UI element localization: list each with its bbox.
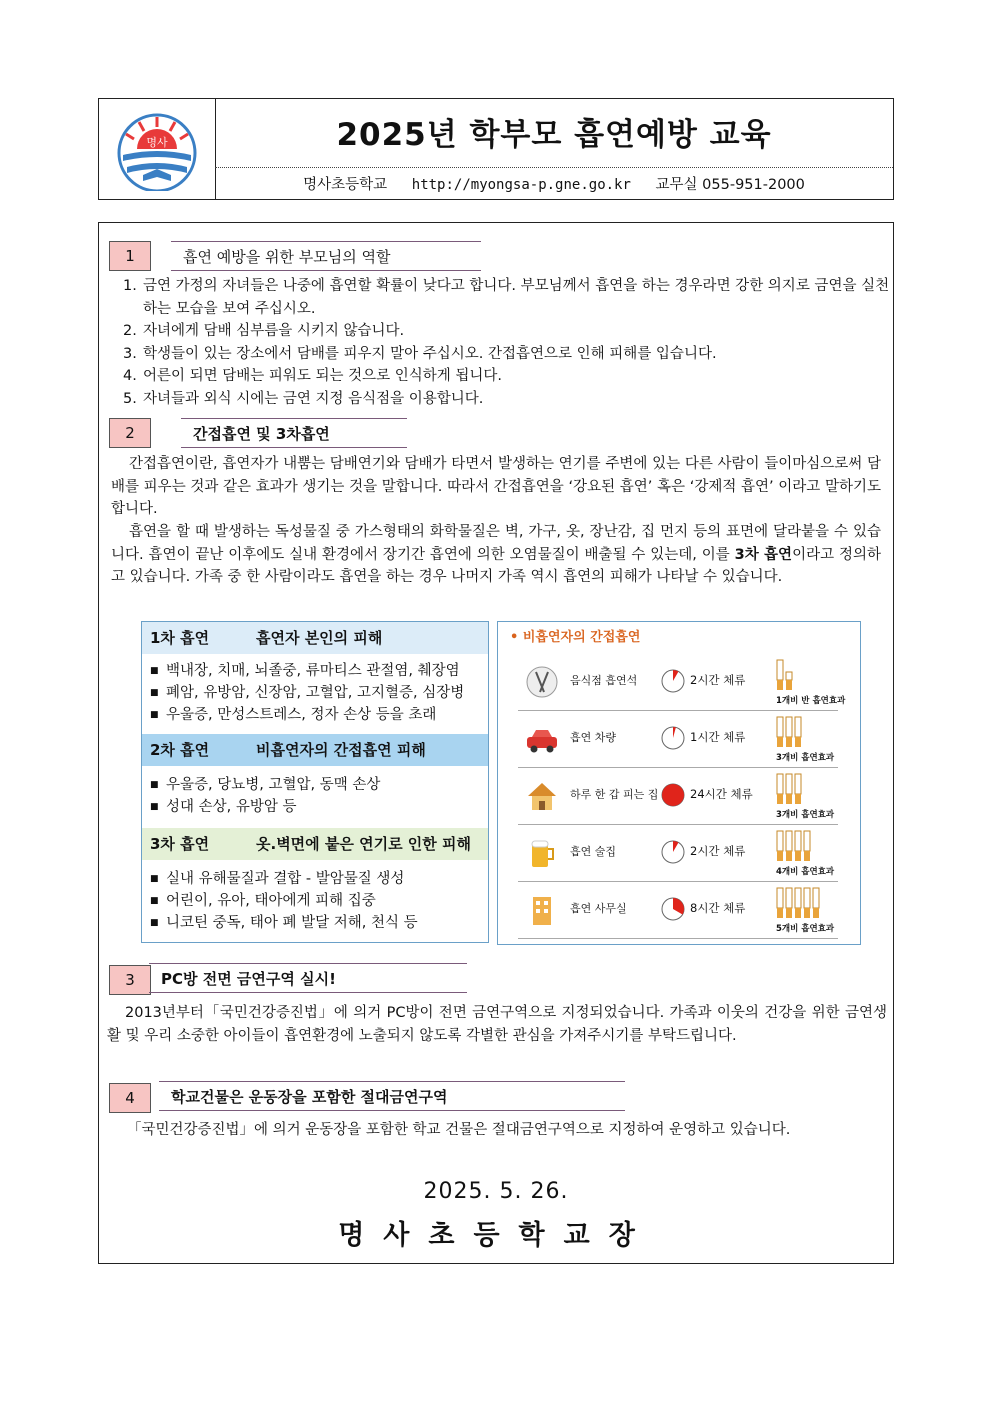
section-2-number: 2 (109, 418, 151, 448)
cigarette-filter (786, 851, 792, 861)
cigarette (795, 888, 801, 908)
cigarettes-icon (776, 658, 796, 692)
section-4-number: 4 (109, 1083, 151, 1113)
first-hand-effects (150, 660, 488, 726)
exposure-hours: 2시간 체류 (690, 673, 746, 687)
list-item: ■ 우울증, 당뇨병, 고혈압, 동맥 손상 (150, 774, 488, 796)
cigarette (786, 831, 792, 851)
cigarette-filter (786, 794, 792, 804)
cigarette (777, 717, 783, 737)
cigarette-filter (795, 851, 801, 861)
third-hand-effects (150, 868, 488, 934)
clock-icon (660, 782, 686, 808)
principal-signature: 명사초등학교장 (338, 1220, 654, 1251)
section-4-title: 학교건물은 운동장을 포함한 절대금연구역 (159, 1081, 625, 1111)
infographic-row (518, 882, 838, 939)
cigarette-filter (777, 794, 783, 804)
restaurant-icon (524, 664, 560, 700)
smoking-effect-label: 3개비 흡연효과 (776, 753, 835, 763)
place-label: 음식점 흡연석 (570, 674, 638, 687)
second-hand-effects (150, 774, 488, 818)
title-divider (215, 167, 893, 168)
list-item: ■ 폐암, 유방암, 신장암, 고혈압, 고지혈증, 심장병 (150, 682, 488, 704)
exposure-wedge (662, 784, 684, 806)
cigarette (804, 831, 810, 851)
list-item: 3. 학생들이 있는 장소에서 담배를 피우지 말아 주십시오. 간접흡연으로 인해 피해를 입습니다. (123, 345, 717, 362)
infographic-title: • 비흡연자의 간접흡연 (510, 630, 641, 645)
exposure-hours: 8시간 체류 (690, 901, 746, 915)
cigarette-filter (804, 851, 810, 861)
section-3-paragraph: 2013년부터「국민건강증진법」에 의거 PC방이 전면 금연구역으로 지정되었습니다. 가족과 이웃의 건강을 위한 금연생활 및 우리 소중한 아이들이 흡연환경에 노출되지 않도록 각별한 관심을 가져주시기를 부탁드립니다. (107, 1005, 887, 1044)
clock-icon (660, 668, 686, 694)
cigarette-filter (786, 908, 792, 918)
exposure-hours: 2시간 체류 (690, 844, 746, 858)
section-2-paragraph-1: 간접흡연이란, 흡연자가 내뿜는 담배연기와 담배가 타면서 발생하는 연기를 주변에 있는 다른 사람이 들이마심으로써 담배를 피우는 것과 같은 효과가 생기는 것을 말합니다. 따라서 간접흡연을 ‘강요된 흡연’ 혹은 ‘강제적 흡연’ 이라고 말하기도 합니다. (111, 456, 881, 517)
smoking-effect-label: 3개비 흡연효과 (776, 810, 835, 820)
issue-date: 2025. 5. 26. (423, 1179, 569, 1204)
secondhand-smoke-infographic (497, 621, 861, 945)
cigarette (786, 888, 792, 908)
list-item: ■ 어린이, 유아, 태아에게 피해 집중 (150, 890, 488, 912)
logo-cell (99, 99, 216, 199)
smoking-types-table (141, 621, 489, 943)
school-info (215, 173, 893, 194)
header-box (98, 98, 894, 200)
car-icon (524, 721, 560, 757)
section-3-title: PC방 전면 금연구역 실시! (149, 963, 467, 993)
cigarette-filter (777, 680, 783, 690)
cigarette (795, 717, 801, 737)
section-4-paragraph: 「국민건강증진법」에 의거 운동장을 포함한 학교 건물은 절대금연구역으로 지정하여 운영하고 있습니다. (127, 1122, 791, 1138)
smoking-effect-label: 4개비 흡연효과 (776, 867, 835, 877)
cigarette (786, 774, 792, 794)
cigarettes-icon (776, 829, 814, 863)
list-item: 4. 어른이 되면 담배는 피워도 되는 것으로 인식하게 됩니다. (123, 368, 503, 384)
infographic-row (518, 711, 838, 768)
cigarette (795, 831, 801, 851)
cigarette-filter (795, 794, 801, 804)
cigarette-filter (813, 908, 819, 918)
cigarette-filter (786, 737, 792, 747)
cigarette-filter (795, 737, 801, 747)
list-item: 1. 금연 가정의 자녀들은 나중에 흡연할 확률이 낮다고 합니다. 부모님께서 흡연을 하는 경우라면 강한 의지로 금연을 실천하는 모습을 보여 주십시오. (123, 278, 890, 317)
house-icon (524, 778, 560, 814)
list-item: ■ 성대 손상, 유방암 등 (150, 796, 488, 818)
place-label: 흡연 차량 (570, 731, 617, 744)
office-phone: 교무실 055-951-2000 (655, 177, 805, 193)
cigarette (804, 888, 810, 908)
cigarette (777, 888, 783, 908)
list-item: ■ 니코틴 중독, 태아 폐 발달 저해, 천식 등 (150, 912, 488, 934)
smoking-effect-label: 1개비 반 흡연효과 (776, 696, 846, 706)
main-content-box (98, 222, 894, 1264)
svg-text:명사: 명사 (146, 136, 168, 149)
cigarette (795, 774, 801, 794)
list-item: ■ 백내장, 치매, 뇌졸중, 류마티스 관절염, 췌장염 (150, 660, 488, 682)
exposure-hours: 1시간 체류 (690, 730, 746, 744)
section-1-title: 흡연 예방을 위한 부모님의 역할 (171, 241, 481, 271)
cigarette (786, 672, 792, 680)
cigarette (786, 717, 792, 737)
infographic-row (518, 768, 838, 825)
smoking-effect-label: 5개비 흡연효과 (776, 924, 835, 934)
section-1-number: 1 (109, 241, 151, 271)
cigarette-filter (795, 908, 801, 918)
cigarette (813, 888, 819, 908)
beer-icon (524, 835, 560, 871)
cigarettes-icon (776, 715, 805, 749)
section-2-paragraph-2: 흡연을 할 때 발생하는 독성물질 중 가스형태의 화학물질은 벽, 가구, 옷, 장난감, 집 먼지 등의 표면에 달라붙을 수 있습니다. 흡연이 끝난 이후에도 실내 환경에서 장기간 흡연에 의한 오염물질이 배출될 수 있는데, 이를 3차 흡연이라고 정의하고 있습니다. 가족 중 한 사람이라도 흡연을 하는 경우 나머지 가족 역시 흡연의 피해가 나타날 수 있습니다. (111, 524, 881, 585)
infographic-row (518, 654, 846, 711)
infographic-row (518, 825, 838, 882)
cigarettes-icon (776, 886, 823, 920)
cigarette (777, 831, 783, 851)
section-2-title: 간접흡연 및 3차흡연 (181, 418, 407, 448)
table-header-second: 2차 흡연 비흡연자의 간접흡연 피해 (142, 734, 488, 766)
table-header-first: 1차 흡연 흡연자 본인의 피해 (142, 622, 488, 654)
clock-icon (660, 839, 686, 865)
cigarette-filter (777, 908, 783, 918)
exposure-hours: 24시간 체류 (690, 787, 753, 801)
cigarette-filter (777, 851, 783, 861)
school-url[interactable]: http://myongsa-p.gne.go.kr (411, 177, 631, 193)
place-label: 흡연 사무실 (570, 902, 627, 915)
cigarette-filter (804, 908, 810, 918)
clock-icon (660, 725, 686, 751)
school-logo-icon (113, 111, 201, 191)
place-label: 하루 한 갑 피는 집 (570, 788, 659, 801)
section-3-number: 3 (109, 965, 151, 995)
list-item: 2. 자녀에게 담배 심부름을 시키지 않습니다. (123, 323, 405, 339)
section-1-list (123, 275, 893, 410)
list-item: ■ 우울증, 만성스트레스, 정자 손상 등을 초래 (150, 704, 488, 726)
cigarette-filter (786, 680, 792, 690)
page-title: 2025년 학부모 흡연예방 교육 (336, 117, 772, 153)
cigarette (777, 774, 783, 794)
list-item: ■ 실내 유해물질과 결합 - 발암물질 생성 (150, 868, 488, 890)
cigarettes-icon (776, 772, 805, 806)
list-item: 5. 자녀들과 외식 시에는 금연 지정 음식점을 이용합니다. (123, 390, 484, 407)
table-header-third: 3차 흡연 옷.벽면에 붙은 연기로 인한 피해 (142, 828, 488, 860)
school-name: 명사초등학교 (303, 177, 388, 193)
office-icon (524, 892, 560, 928)
clock-icon (660, 896, 686, 922)
cigarette (777, 660, 783, 680)
place-label: 흡연 술집 (570, 845, 617, 858)
cigarette-filter (777, 737, 783, 747)
